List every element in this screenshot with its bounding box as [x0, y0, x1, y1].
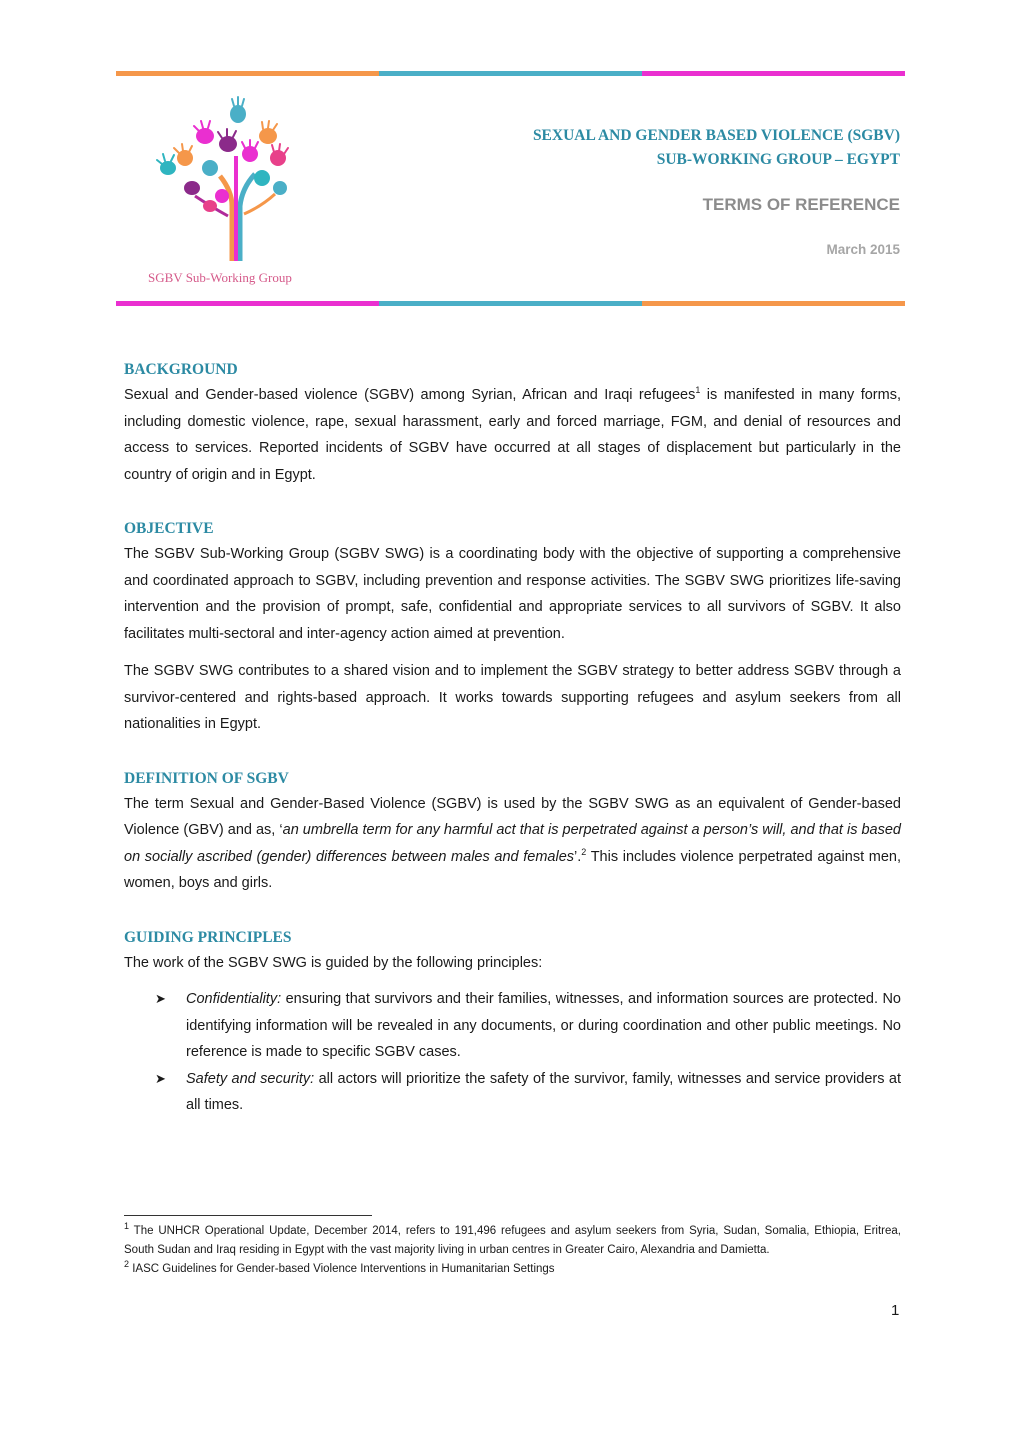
- definition-text-b: ’.: [574, 848, 582, 865]
- footnote-divider: [124, 1215, 372, 1216]
- bar-segment-orange: [642, 301, 905, 306]
- footnote-text: IASC Guidelines for Gender-based Violence Interventions in Humanitarian Settings: [129, 1263, 555, 1275]
- document-subtitle: TERMS OF REFERENCE: [702, 195, 900, 214]
- background-paragraph: [124, 382, 901, 488]
- bar-segment-teal: [379, 301, 642, 306]
- footnote-number: 1: [124, 1221, 130, 1232]
- footnote-ref-1[interactable]: 1: [695, 385, 701, 396]
- list-item: [155, 1066, 901, 1119]
- bar-segment-magenta: [116, 301, 379, 306]
- definition-paragraph: [124, 791, 901, 897]
- document-title-line2: SUB-WORKING GROUP – EGYPT: [656, 151, 900, 168]
- section-heading-guiding-principles: GUIDING PRINCIPLES: [124, 928, 292, 946]
- document-title: SEXUAL AND GENDER BASED VIOLENCE (SGBV): [532, 127, 900, 144]
- principle-text: all actors will prioritize the safety of the survivor, family, witnesses and service providers at all times.: [186, 1070, 901, 1113]
- hand-tree-icon: [150, 96, 300, 266]
- footnote-2: [124, 1260, 901, 1279]
- footnote-text: The UNHCR Operational Update, December 2014, refers to 191,496 refugees and asylum seekers from Syria, Sudan, Somalia, Ethiopia, Eritrea, South Sudan and Iraq residing in Egypt with the vast majority living in urban centres in Greater Cairo, Alexandria and Damietta.: [124, 1225, 901, 1256]
- bar-segment-teal: [379, 71, 642, 76]
- arrow-bullet-icon: ➤: [155, 991, 166, 1006]
- section-heading-objective: OBJECTIVE: [124, 520, 214, 537]
- page-number: 1: [891, 1302, 900, 1319]
- footnote-number: 2: [124, 1259, 130, 1270]
- logo-caption: SGBV Sub-Working Group: [148, 270, 292, 285]
- document-date: March 2015: [826, 242, 900, 257]
- header-bottom-color-bar: [116, 301, 905, 306]
- objective-paragraph-2: The SGBV SWG contributes to a shared vision and to implement the SGBV strategy to better address SGBV through a survivor-centered and rights-based approach. It works towards supporting refugees and asylum seekers from all nationalities in Egypt.: [124, 663, 901, 732]
- guiding-intro: The work of the SGBV SWG is guided by the following principles:: [124, 954, 543, 971]
- document-body: [124, 358, 901, 1119]
- bar-segment-magenta: [642, 71, 905, 76]
- section-heading-background: BACKGROUND: [124, 361, 238, 378]
- principles-list: [124, 986, 901, 1119]
- principle-term: Confidentiality:: [186, 991, 282, 1007]
- principle-term: Safety and security:: [186, 1070, 315, 1087]
- footnote-1: [124, 1222, 901, 1260]
- background-text-a: Sexual and Gender-based violence (SGBV) among Syrian, African and Iraqi refugees: [124, 387, 696, 403]
- footnote-ref-2[interactable]: 2: [581, 846, 587, 857]
- list-item: [155, 986, 901, 1066]
- footnotes: [124, 1222, 901, 1279]
- objective-paragraph-1: The SGBV Sub-Working Group (SGBV SWG) is a coordinating body with the objective of supporting a comprehensive and coordinated approach to SGBV, including prevention and response activities. The SGBV SWG prioritizes life-saving intervention and the provision of prompt, safe, confidential and appropriate services to all survivors of SGBV. It also facilitates multi-sectoral and inter-agency action aimed at prevention.: [124, 546, 901, 642]
- arrow-bullet-icon: ➤: [155, 1070, 166, 1086]
- background-text-b: is manifested in many forms, including domestic violence, rape, sexual harassment, early and forced marriage, FGM, and denial of resources and access to services. Reported incidents of SGBV have occurred at all stages of displacement but particularly in the country of origin and in Egypt.: [124, 387, 901, 483]
- sgbv-logo: [140, 96, 330, 296]
- header-color-bar: [116, 71, 905, 76]
- definition-text-c: This includes violence perpetrated against men, women, boys and girls.: [124, 848, 901, 891]
- bar-segment-orange: [116, 71, 379, 76]
- principle-text: ensuring that survivors and their families, witnesses, and information sources are protected. No identifying information will be revealed in any documents, or during coordination and other public meetings. No reference is made to specific SGBV cases.: [186, 991, 901, 1060]
- definition-quote: an umbrella term for any harmful act that is perpetrated against a person’s will, and that is based on socially ascribed (gender) differences between males and females: [124, 822, 902, 865]
- definition-text-a: The term Sexual and Gender-Based Violence (SGBV) is used by the SGBV SWG as an equivalent of Gender-based Violence (GBV) and as, ‘: [124, 795, 901, 838]
- section-heading-definition: DEFINITION OF SGBV: [124, 769, 289, 787]
